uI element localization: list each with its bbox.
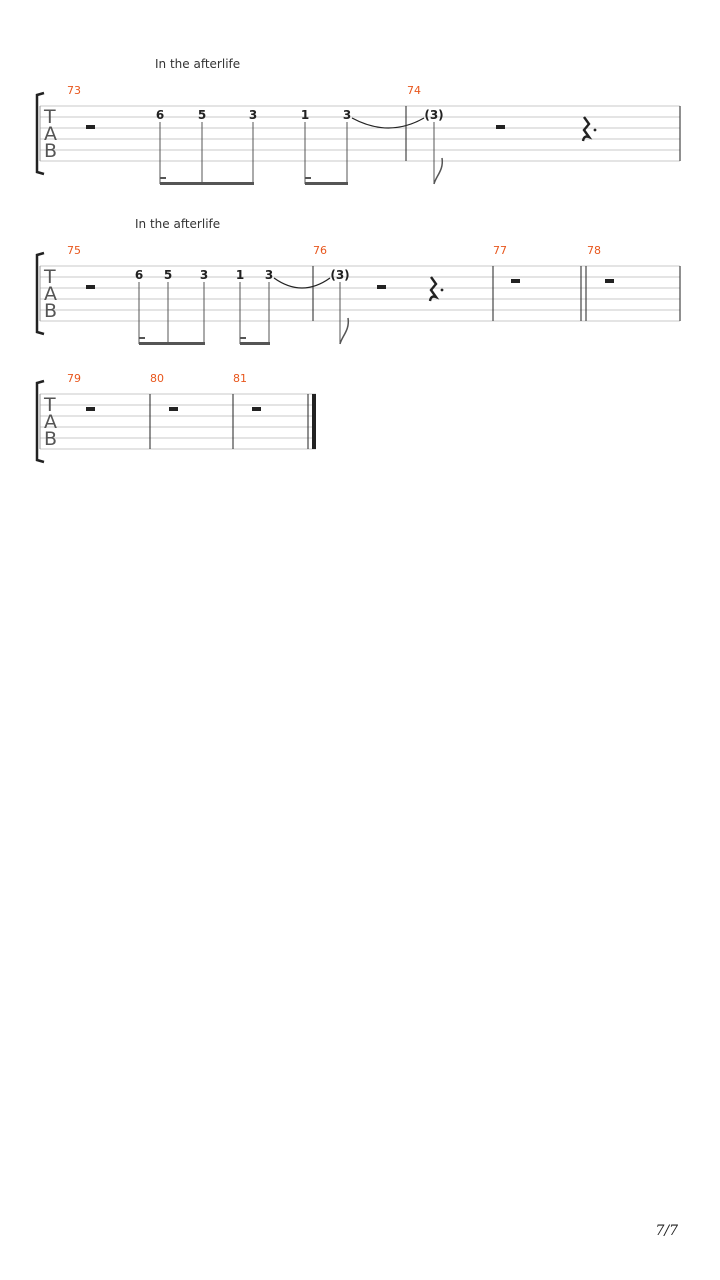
tab-clef-t: T xyxy=(44,266,56,288)
fret-number: 3 xyxy=(248,108,258,122)
system-2 xyxy=(37,217,680,345)
note-stems xyxy=(139,282,269,344)
whole-rest xyxy=(252,407,261,411)
dotted-quarter-rest xyxy=(583,117,596,141)
whole-rest xyxy=(86,407,95,411)
tab-clef-b: B xyxy=(44,140,58,162)
tab-clef-a: A xyxy=(44,123,57,145)
fret-number: 5 xyxy=(197,108,207,122)
fret-number: 5 xyxy=(163,268,173,282)
measure-number: 81 xyxy=(233,372,247,385)
tab-clef-a: A xyxy=(44,411,57,433)
dotted-quarter-rest xyxy=(430,277,443,301)
fret-number: 1 xyxy=(300,108,310,122)
lyric-text: In the afterlife xyxy=(135,217,221,231)
whole-rest xyxy=(605,279,614,283)
tab-clef-b: B xyxy=(44,428,58,450)
fret-number: 3 xyxy=(342,108,352,122)
note-stems xyxy=(160,122,347,184)
system-1 xyxy=(37,57,680,185)
fret-number: 6 xyxy=(155,108,165,122)
measure-number: 73 xyxy=(67,84,81,97)
tab-clef-t: T xyxy=(44,106,56,128)
half-rest xyxy=(496,125,505,129)
note-flag xyxy=(434,158,442,184)
staff-lines xyxy=(40,394,316,449)
tab-clef-a: A xyxy=(44,283,57,305)
whole-rest xyxy=(169,407,178,411)
half-rest xyxy=(86,285,95,289)
whole-rest xyxy=(511,279,520,283)
measure-number: 80 xyxy=(150,372,164,385)
measure-number: 78 xyxy=(587,244,601,257)
tab-clef-t: T xyxy=(44,394,56,416)
measure-number: 79 xyxy=(67,372,81,385)
system-3 xyxy=(37,372,316,462)
half-rest xyxy=(377,285,386,289)
fret-number: 3 xyxy=(264,268,274,282)
beams xyxy=(160,177,348,185)
measure-number: 75 xyxy=(67,244,81,257)
tab-clef-b: B xyxy=(44,300,58,322)
measure-number: 74 xyxy=(407,84,421,97)
fret-number: 1 xyxy=(235,268,245,282)
staff-lines xyxy=(40,106,680,161)
tab-clef xyxy=(43,266,57,322)
lyric-text: In the afterlife xyxy=(155,57,241,71)
tab-clef xyxy=(43,394,57,450)
page-number: 7/7 xyxy=(655,1223,678,1239)
note-flag xyxy=(340,318,348,344)
fret-number: 3 xyxy=(199,268,209,282)
measure-number: 76 xyxy=(313,244,327,257)
tie-arc xyxy=(352,118,424,128)
tie-arc xyxy=(274,278,330,288)
half-rest xyxy=(86,125,95,129)
measure-number: 77 xyxy=(493,244,507,257)
fret-number-tied: (3) xyxy=(330,268,350,282)
final-barline-thick xyxy=(312,394,316,449)
tab-clef xyxy=(43,106,57,162)
fret-number-tied: (3) xyxy=(424,108,444,122)
fret-number: 6 xyxy=(134,268,144,282)
